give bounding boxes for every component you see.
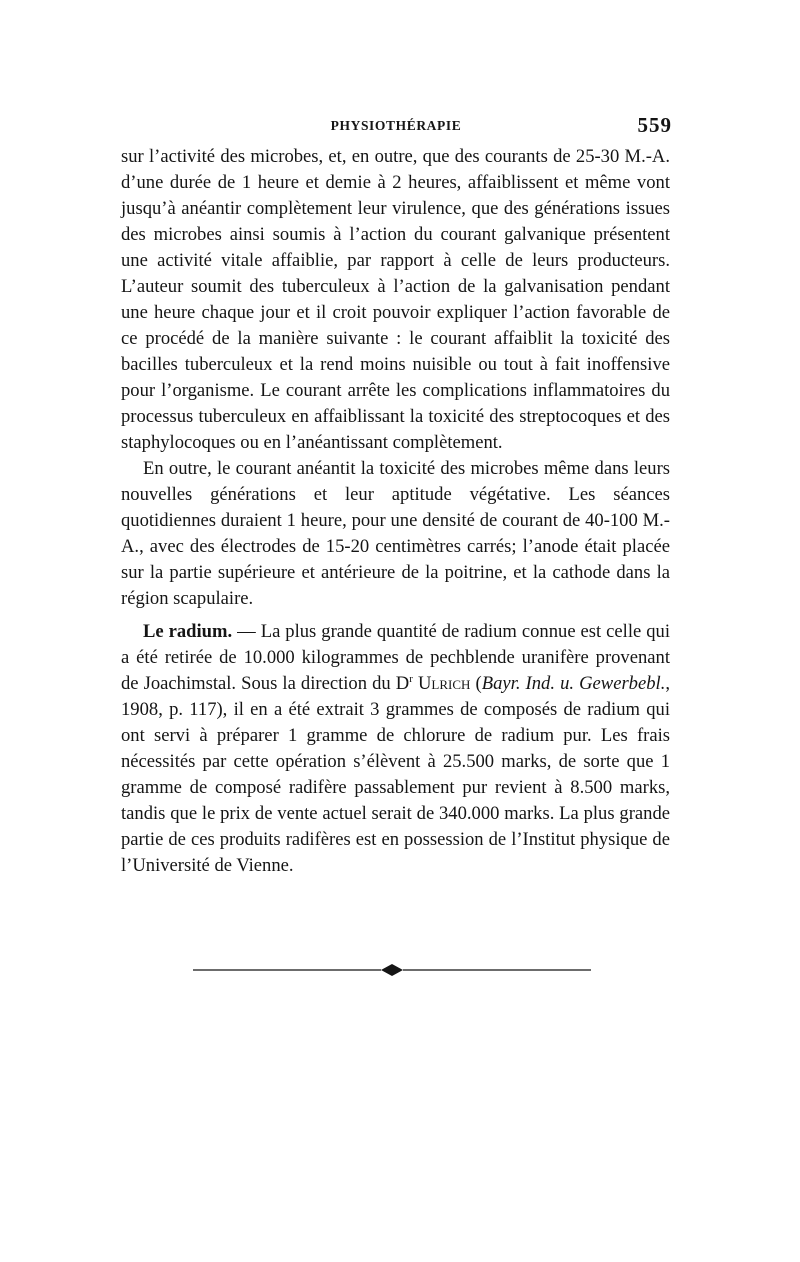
- ornament-diamond: [381, 964, 403, 976]
- section-heading-radium: Le radium.: [143, 621, 233, 642]
- paragraph-radium: [121, 619, 670, 879]
- radium-text-part-2: , 1908, p. 117), il en a été extrait 3 grammes de composés de radium qui ont servi à préparer 1 gramme de chlorure de radium pur. Les frais nécessités par cette opération s’élèvent à 25.500 marks, de sorte que 1 gramme de composé radifère passablement pur revient à 8.500 marks, tandis que le prix de vente actuel serait de 340.000 marks. La plus grande partie de ces produits radifères est en possession de l’Institut physique de l’Université de Vienne.: [121, 673, 671, 876]
- page-body: [121, 144, 670, 879]
- doctor-name: Ulrich: [418, 673, 471, 694]
- doctor-superscript: r: [409, 672, 413, 685]
- page-header: [120, 113, 672, 143]
- radium-text-part-1: — La plus grande quantité de radium connue est celle qui a été retirée de 10.000 kilogrammes de pechblende uranifère provenant de Joachimstal. Sous la direction du D: [121, 621, 670, 694]
- paragraph-continuation: sur l’activité des microbes, et, en outre, que des courants de 25-30 M.-A. d’une durée de 1 heure et demie à 2 heures, affaiblissent et même vont jusqu’à anéantir complètement leur virulence, que des générations issues des microbes ainsi soumis à l’action du courant galvanique présentent une activité vitale affaiblie, par rapport à celle de leurs producteurs. L’auteur soumit des tuberculeux à l’action de la galvanisation pendant une heure chaque jour et il croit pouvoir expliquer l’action favorable de ce procédé de la manière suivante : le courant affaiblit la toxicité des bacilles tuberculeux et la rend moins nuisible ou tout à fait inoffensive pour l’organisme. Le courant arrête les complications inflammatoires du processus tuberculeux en affaiblissant la toxicité des streptocoques et des staphylocoques ou en l’anéantissant complètement.: [121, 146, 670, 453]
- reference-open: (: [470, 673, 482, 694]
- paragraph-galvanisation: En outre, le courant anéantit la toxicité des microbes même dans leurs nouvelles générations et leur aptitude végétative. Les séances quotidiennes duraient 1 heure, pour une densité de courant de 40-100 M.-A., avec des électrodes de 15-20 centimètres carrés; l’anode était placée sur la partie supérieure et antérieure de la poitrine, et la cathode dans la région scapulaire.: [121, 458, 670, 609]
- reference-journal: Bayr. Ind. u. Gewerbebl.: [481, 673, 666, 694]
- running-title: PHYSIOTHÉRAPIE: [330, 118, 462, 133]
- diamond-rule-icon: [193, 960, 591, 980]
- page-number: 559: [637, 113, 672, 137]
